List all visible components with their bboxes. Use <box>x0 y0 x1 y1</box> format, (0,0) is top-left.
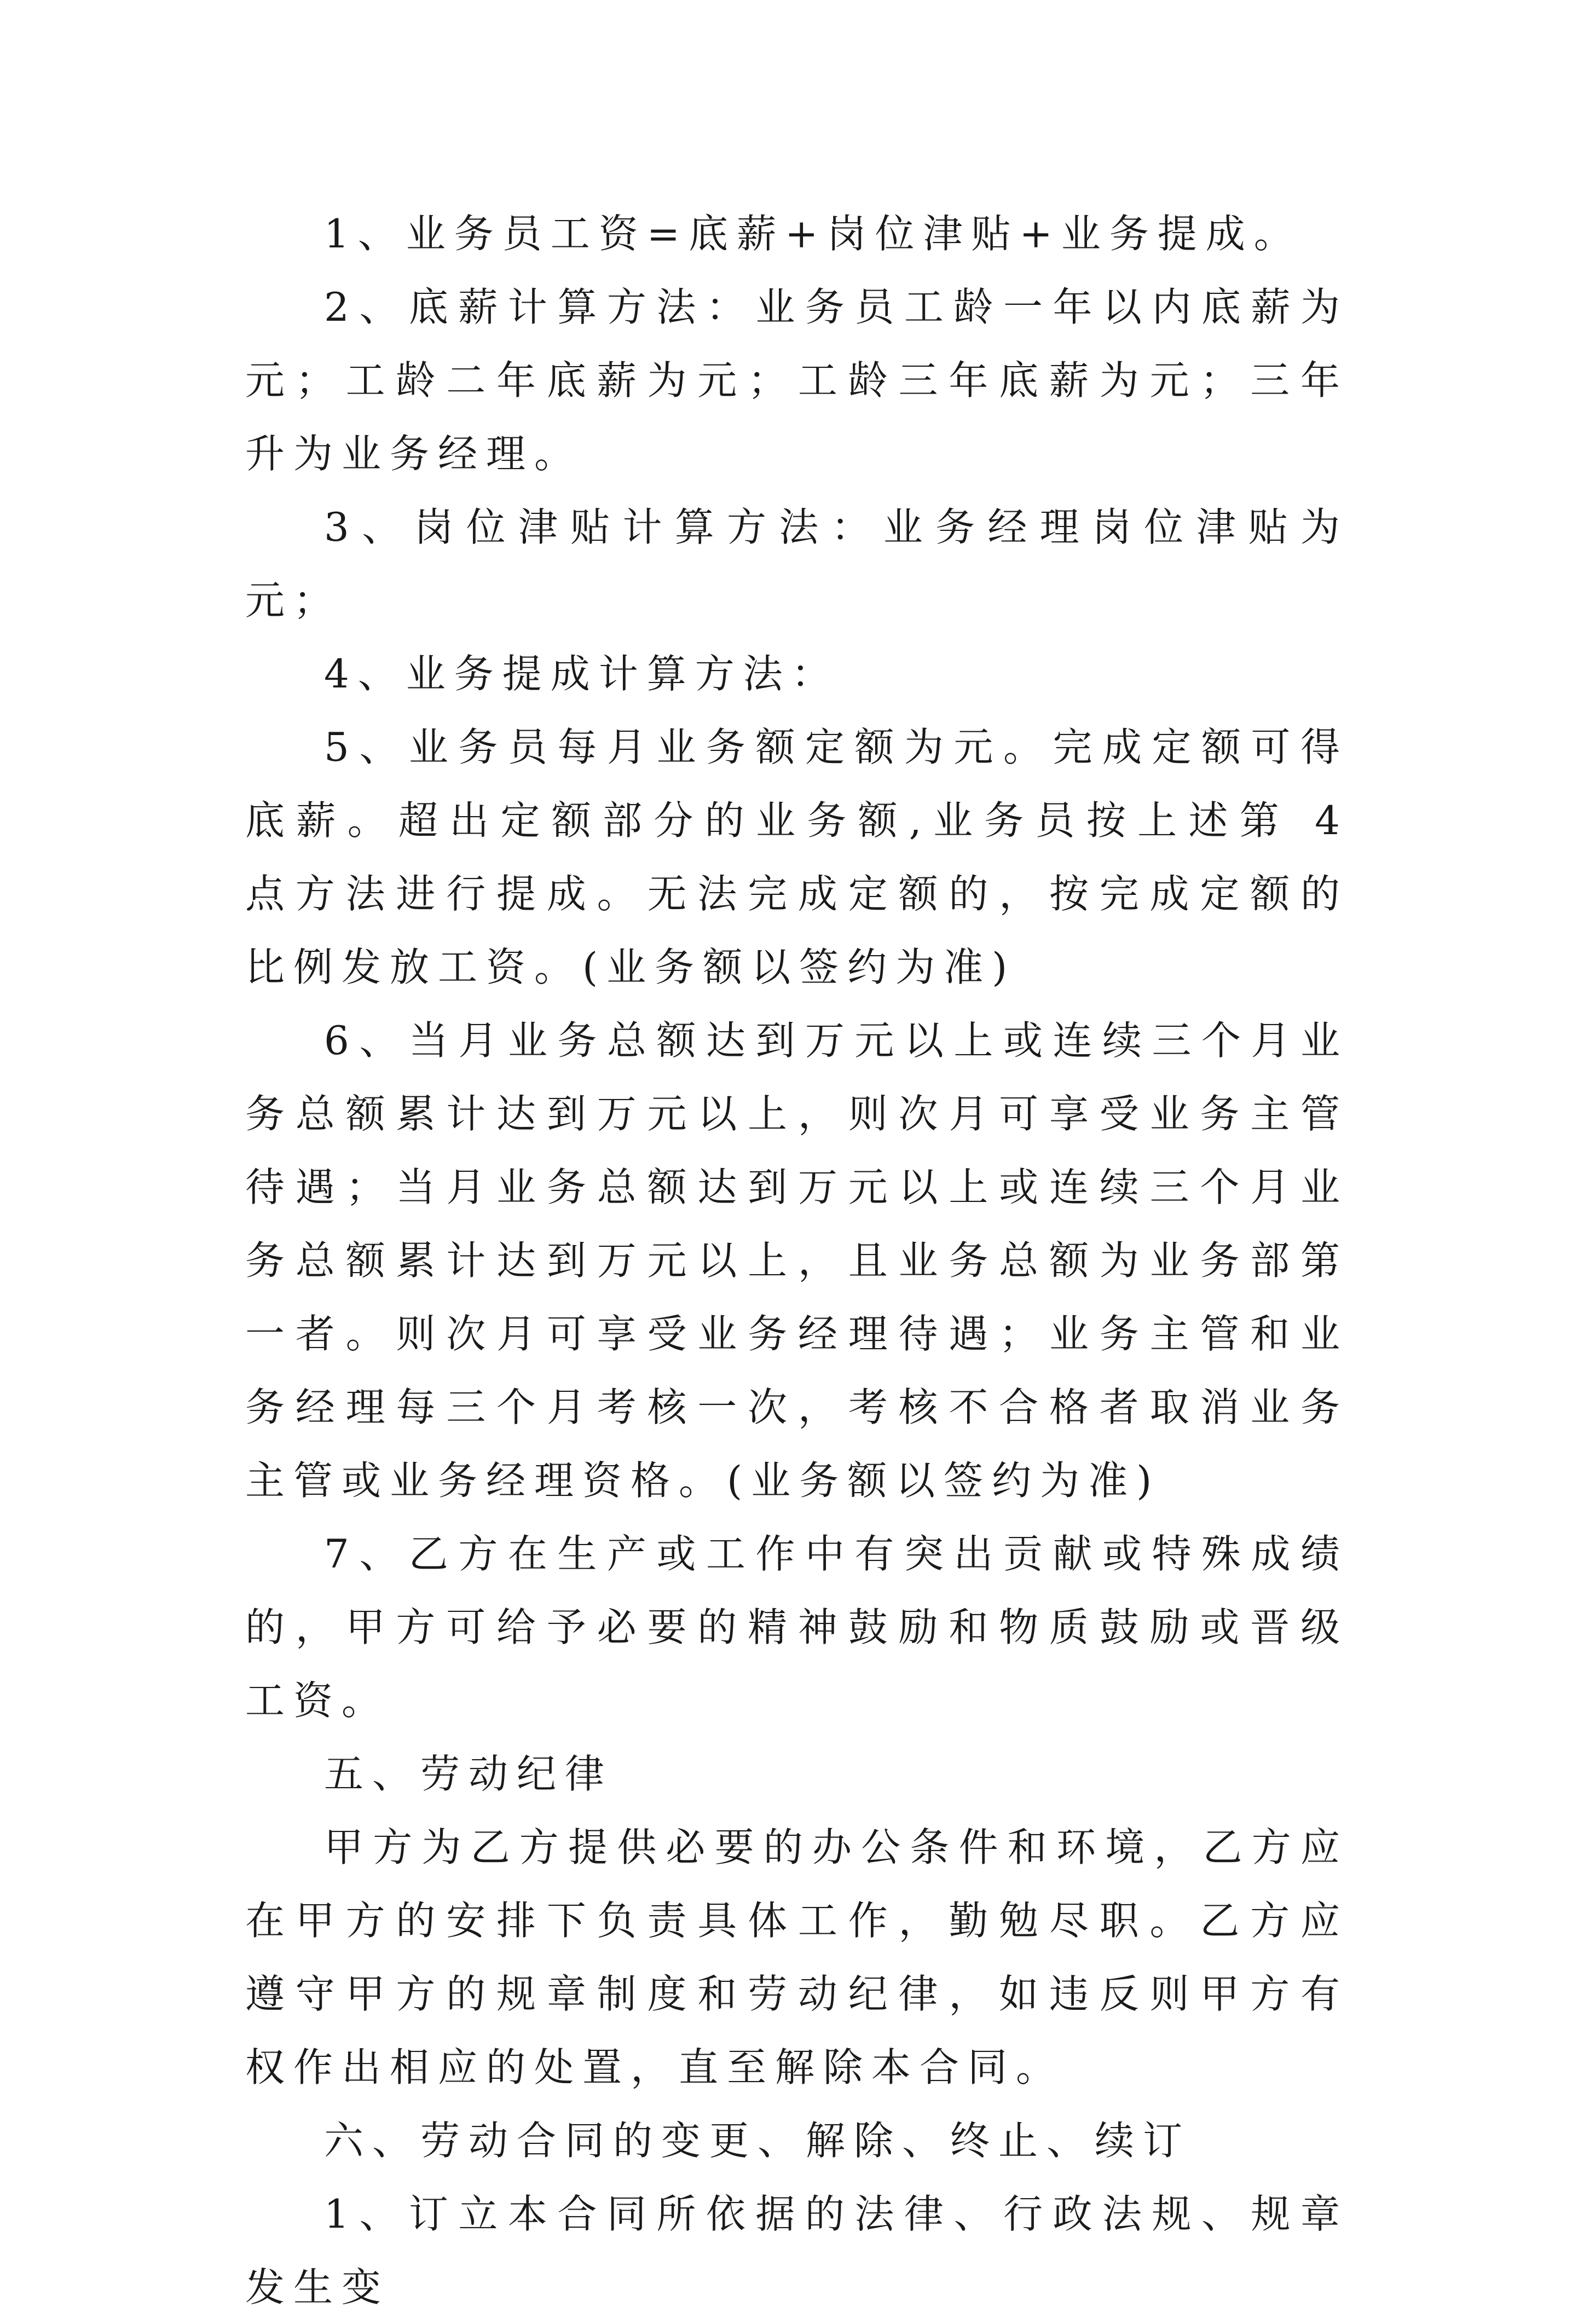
paragraph-salary-formula: 1、业务员工资=底薪+岗位津贴+业务提成。 <box>324 211 1302 257</box>
paragraph-rewards: 7、乙方在生产或工作中有突出贡献或特殊成绩的，甲方可给予必要的精神鼓励和物质鼓励或晋级工资。 <box>245 1531 1349 1724</box>
section-heading-contract-changes: 六、劳动合同的变更、解除、终止、续订 <box>324 2118 1192 2164</box>
paragraph-labor-discipline: 甲方为乙方提供必要的办公条件和环境，乙方应在甲方的安排下负责具体工作，勤勉尽职。乙方应遵守甲方的规章制度和劳动纪律，如违反则甲方有权作出相应的处置，直至解除本合同。 <box>245 1824 1349 2090</box>
paragraph-promotion-rules: 6、当月业务总额达到万元以上或连续三个月业务总额累计达到万元以上，则次月可享受业务主管待遇；当月业务总额达到万元以上或连续三个月业务总额累计达到万元以上，且业务总额为业务部第一者。则次月可享受业务经理待遇；业务主管和业务经理每三个月考核一次，考核不合格者取消业务主管或业务经理资格。(业务额以签约为准) <box>245 1018 1349 1504</box>
paragraph-position-allowance: 3、岗位津贴计算方法：业务经理岗位津贴为元； <box>245 504 1349 623</box>
section-heading-labor-discipline: 五、劳动纪律 <box>324 1751 614 1797</box>
paragraph-contract-changes-1: 1、订立本合同所依据的法律、行政法规、规章发生变 <box>245 2191 1349 2310</box>
paragraph-monthly-quota: 5、业务员每月业务额定额为元。完成定额可得底薪。超出定额部分的业务额,业务员按上述第 4 点方法进行提成。无法完成定额的，按完成定额的比例发放工资。(业务额以签约为准) <box>245 724 1349 990</box>
paragraph-commission-method: 4、业务提成计算方法： <box>324 651 840 697</box>
paragraph-base-salary: 2、底薪计算方法：业务员工龄一年以内底薪为元；工龄二年底薪为元；工龄三年底薪为元；三年升为业务经理。 <box>245 284 1349 477</box>
document-body <box>245 197 1349 2324</box>
